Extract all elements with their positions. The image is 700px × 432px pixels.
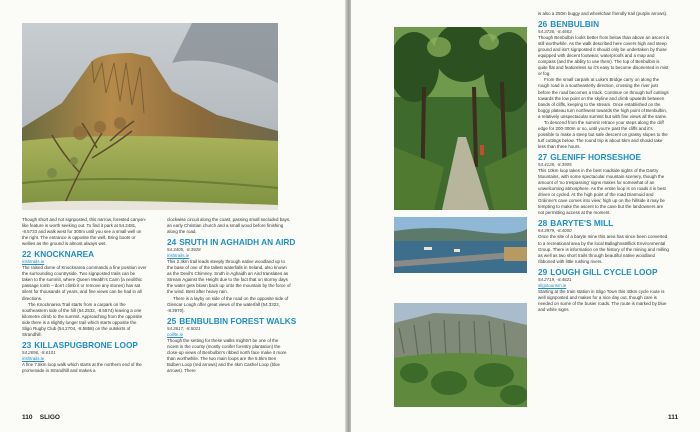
benbulbin-photo: [22, 23, 278, 210]
section-23-title: KILLASPUGBRONE LOOP: [34, 339, 138, 350]
section-29-heading: [538, 268, 670, 277]
section-26-text-2: From the small carpark at Luke's Bridge carry on along the rough road in a southeasterly direction, crossing the river just before the road becomes a track. Continue on through turf cuttings towards the low point on the skyline and climb upwards between bands of cliffs, keeping to the stream. Once established on the boggy plateau turn northwest towards the high point of Benbulbin, a relatively unspectacular summit but with fine views all the same.: [538, 77, 669, 119]
left-column-2: [167, 217, 297, 374]
section-23-heading: [22, 341, 147, 350]
section-29-text: Starting at the train station in Sligo Town this 40km cycle route is well signposted and makes for a nice day out, though care is needed on some of the busier roads. The route is marked by blue and white signs: [538, 288, 667, 312]
section-25-heading: [167, 315, 297, 326]
section-27-number: 27: [538, 151, 548, 162]
section-24-text-2: There is a layby on side of the road on the opposite side of Glencar Lough offer great views of the waterfall (54.3322, -8.3970).: [167, 295, 289, 313]
section-26-text-3: To descend from the summit retrace your steps along the cliff edge for 200-300m or so, until you're past the cliffs and it's possible to make a steep but safe descent on grassy slopes to the turf cuttings below. The round trip is about 5km and should take less than three hours.: [538, 119, 668, 149]
section-24-coordinates: 54.3405, -8.3928: [167, 247, 201, 253]
section-22-link[interactable]: irishtrails.ie: [22, 259, 45, 265]
section-28-number: 28: [538, 218, 548, 229]
section-23-link[interactable]: irishtrails.ie: [22, 355, 45, 361]
section-27-heading: [538, 153, 670, 162]
section-22-text-1: The raised dome of Knocknarea commands a fine position over the surrounding countryside. Two signposted trails can be taken to the summit, where Queen Meabh's Cairn (a neolithic passage tomb – don't climb it or remove any stones) has sat silent for thousands of years, and fine views can be had in all directions.: [22, 265, 147, 301]
section-28-coordinates: 54.3979, -8.4000: [538, 228, 572, 234]
harbour-image: [394, 217, 527, 273]
section-25-title: BENBULBIN FOREST WALKS: [179, 315, 297, 326]
section-26-coordinates: 54.3736, -8.4663: [538, 29, 572, 35]
section-26-title: BENBULBIN: [550, 19, 600, 30]
section-26-text-1: Though Benbulbin looks better from below than above an ascent is still worthwhile. As the walk described here covers high and steep ground and isn't signposted it should only be undertaken by those equipped with decent footwear, waterproofs and a map and compass (and the ability to use them). The top of Benbulbin is quite flat and featureless so it's easy to become disoriented in mist or fog.: [538, 35, 670, 77]
section-22-title: KNOCKNAREA: [34, 249, 95, 260]
section-25-text: Though the setting for these walks mightn't be one of the nicest in the county (mostly conifer forestry plantation) the close-up views of Benbulbin's ribbed north face make it more than worthwhile. The two main loops are the 5.5km Ben Bulben Loop (red arrows) and the 4km Cashel Loop (blue arrows). There: [167, 337, 287, 373]
section-28-title: BARYTE'S MILL: [550, 218, 614, 229]
left-page-number: 110: [22, 414, 33, 421]
section-29-coordinates: 54.2719, -8.4821: [538, 276, 572, 282]
forest-trail-image: [394, 27, 527, 210]
section-28-text: Once the site of a baryte mine this area has since been converted to a recreational area by the local Ballaghnatrillick Environmental Group. There is information on the history of the mining and milling as well as two short trails through beautiful native woodland ribboned with little rushing rivers.: [538, 234, 669, 264]
section-27-title: GLENIFF HORSESHOE: [550, 151, 642, 162]
section-27-coordinates: 54.4128, -8.3905: [538, 161, 572, 167]
footer-separator: [34, 414, 38, 421]
forest-walk-photo: [394, 27, 527, 210]
section-25-continuation-text: is also a 250m buggy and wheelchair friendly trail (purple arrows).: [538, 11, 668, 16]
section-29-link[interactable]: sligotourism.ie: [538, 282, 567, 288]
left-page: [0, 0, 347, 432]
section-24-title: SRUTH IN AGHAIDH AN AIRD: [179, 237, 296, 248]
section-22-number: 22: [22, 249, 32, 260]
right-page: [351, 0, 700, 432]
section-23-continuation-text: clockwise circuit along the coast, passing small secluded bays, an early Christian church and a small wood before finishing along the road.: [167, 217, 291, 235]
section-24-heading: [167, 237, 296, 248]
right-column: [538, 11, 670, 313]
harbour-photo: [394, 217, 527, 273]
right-page-number: 111: [668, 414, 679, 421]
section-26-number: 26: [538, 19, 548, 30]
section-25-link[interactable]: coillte.ie: [167, 331, 184, 337]
section-29-title: LOUGH GILL CYCLE LOOP: [550, 266, 658, 277]
section-22-text-2: The Knocknarea Trail starts from a carpark on the southeastern side of the hill (54.2532, -8.5574) leaving a one kilometre climb to the summit. Approaching from the opposite side there is a slightly longer trail which starts opposite the Sligo Rugby Club (54.2704, -8.5858) on the outskirts of Strandhill.: [22, 301, 143, 337]
section-23-number: 23: [22, 339, 32, 350]
left-column-1: [22, 217, 147, 374]
section-26-heading: [538, 20, 670, 29]
section-24-link[interactable]: irishtrails.ie: [167, 253, 190, 259]
section-23-text: A fine 7.5km loop walk which starts at the northern end of the promenade in Strandhill and makes a: [22, 361, 142, 373]
section-24-number: 24: [167, 237, 177, 248]
benbulbin-landscape-image: [22, 23, 278, 210]
section-23-coordinates: 54.2696, -8.6101: [22, 349, 56, 355]
section-25-coordinates: 54.3617, -8.5021: [167, 325, 201, 331]
mountain-photo: [394, 303, 527, 407]
section-24-text-1: This 2.3km trail leads steeply through native woodland up to the base of one of the tallest waterfalls in Ireland, also known as the Devil's Chimney. Sruth in Aghaidh an Aird translates as Stream Against the Height due to the fact that on stormy days the water gets blown back up onto the mountain by the force of the wind. Best after heavy rain.: [167, 259, 291, 295]
left-footer: [22, 414, 60, 421]
section-22-heading: [22, 250, 147, 259]
mountain-ridge-image: [394, 303, 527, 407]
right-footer: [668, 414, 678, 421]
section-25-number: 25: [167, 315, 177, 326]
section-29-number: 29: [538, 266, 548, 277]
section-28-heading: [538, 219, 670, 228]
section-name: SLIGO: [39, 414, 60, 421]
section-27-text: This 10km loop takes in the best roadside sights of the Dartry Mountains, with some spectacular mountain scenery, though the amount of 'no trespassing' signs makes for somewhat of an unwelcoming atmosphere. As the entire loop is on roads it is best driven or cycled. At the high point of the road Diarmuid and Gráinne's cave comes into view; high up on the hillside it may be tempting to make the ascent to the cave but the landowners are not permitting access at the moment.: [538, 168, 666, 216]
section-21-continuation-text: Though short and not signposted, this narrow, forested canyon-like feature is worth seeking out. To find it park at 54.2481, -8.5733 and walk west for 300m until you see a small well on the right. The entrance is opposite the well. Bring boots or wellies as the ground is almost always wet.: [22, 217, 147, 247]
